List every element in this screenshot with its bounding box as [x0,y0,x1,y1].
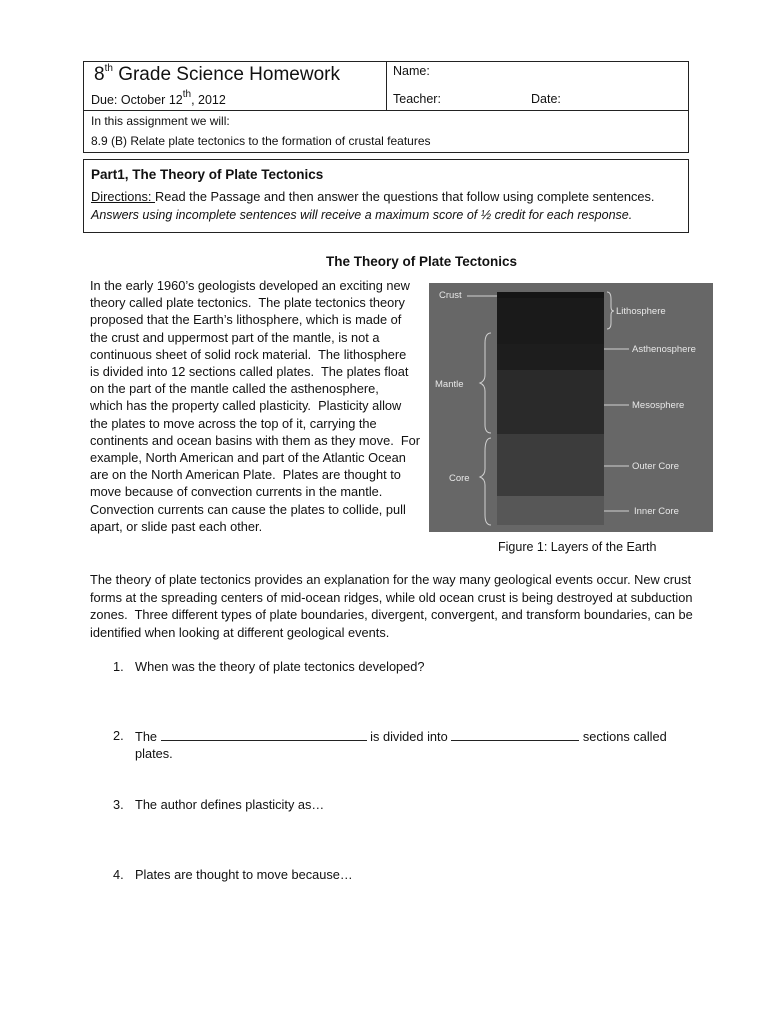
passage-line: is divided into 12 sections called plates. The plates float [90,364,409,380]
question-4 [113,867,673,885]
passage-line: continents and ocean basins with them as they move. For [90,432,421,448]
earth-layers-diagram [429,283,713,532]
passage-line: on the part of the mantle called the asthenosphere, [90,381,379,397]
due-date: Due: October 12th, 2012 [91,89,226,108]
teacher-label: Teacher: [393,92,441,106]
passage-line: Convection currents can cause the plates to collide, pull [90,501,406,517]
question-text: The author defines plasticity as… [135,797,325,812]
question-text-b: is divided into [366,729,452,744]
layer-asthenosphere [497,344,604,370]
directions-label: Directions: [91,189,156,204]
answer-blank-1[interactable] [161,728,367,741]
question-text: When was the theory of plate tectonics developed? [135,659,425,674]
question-text-a: The [135,729,161,744]
paragraph-line: identified when looking at different geological events. [90,624,390,640]
question-2 [113,728,683,764]
header-divider-vertical [386,62,387,110]
earth-layers-figure [429,283,713,532]
answer-blank-2[interactable] [451,728,579,741]
directions-text: Read the Passage and then answer the questions that follow using complete sentences. [155,189,655,204]
assignment-intro: In this assignment we will: [91,114,230,128]
layer-inner-core [497,496,604,525]
passage-line: theory called plate tectonics. The plate tectonics theory [90,295,405,311]
question-text-d: plates. [135,746,173,761]
label-inner-core: Inner Core [634,506,679,517]
passage-line: example, North American and part of the Atlantic Ocean [90,450,406,466]
question-number: 2. [113,728,124,743]
label-crust: Crust [439,290,462,301]
passage-line: In the early 1960’s geologists developed an exciting new [90,278,410,293]
assignment-objective: 8.9 (B) Relate plate tectonics to the formation of crustal features [91,134,431,148]
passage-line: which has the property called plasticity. Plasticity allow [90,398,402,414]
paragraph-line: The theory of plate tectonics provides an explanation for the way many geological events occur. New crust [90,572,692,587]
paragraph-line: zones. Three different types of plate boundaries, divergent, convergent, and transform boundaries, can be [90,607,693,622]
passage-line: are on the North American Plate. Plates are thought to [90,467,401,483]
layer-outer-core [497,434,604,496]
layer-lithosphere [497,298,604,344]
header-divider-horizontal [84,110,688,111]
label-outer-core: Outer Core [632,461,679,472]
question-text: Plates are thought to move because… [135,867,353,882]
label-core: Core [449,473,470,484]
passage-line: continuous sheet of solid rock material. The lithosphere [90,346,407,362]
question-number: 3. [113,797,124,812]
part1-title: Part1, The Theory of Plate Tectonics [91,167,324,182]
question-text-c: sections called [579,729,667,744]
passage-line: the plates to move across the top of it, carrying the [90,415,377,431]
lithosphere-brace [607,292,614,329]
part1-box [83,159,689,233]
label-asthenosphere: Asthenosphere [632,344,696,355]
part1-directions [91,189,654,204]
header-box [83,61,689,153]
figure-caption: Figure 1: Layers of the Earth [498,540,657,554]
passage-line: the crust and uppermost part of the mantle, is not a [90,329,380,345]
question-number: 1. [113,659,124,674]
layer-mesosphere [497,370,604,434]
label-lithosphere: Lithosphere [616,306,666,317]
passage-paragraph-2 [90,571,700,641]
question-number: 4. [113,867,124,882]
passage-line: proposed that the Earth’s lithosphere, which is made of [90,312,402,328]
page-title: 8th Grade Science Homework [94,62,340,85]
label-mesosphere: Mesosphere [632,400,685,411]
mantle-brace [480,333,491,433]
question-1 [113,659,673,677]
passage-line: apart, or slide past each other. [90,518,263,534]
core-brace [480,438,491,525]
question-3 [113,797,673,815]
part1-note: Answers using incomplete sentences will receive a maximum score of ½ credit for each response. [91,208,633,222]
name-label: Name: [393,64,430,78]
layer-crust [497,292,604,298]
date-label: Date: [531,92,561,106]
paragraph-line: forms at the spreading centers of mid-ocean ridges, while old ocean crust is being destroyed at subduction [90,589,693,605]
passage-title: The Theory of Plate Tectonics [326,254,518,269]
passage-line: move because of convection currents in the mantle. [90,484,383,500]
label-mantle: Mantle [435,379,464,390]
passage-text [90,277,420,535]
